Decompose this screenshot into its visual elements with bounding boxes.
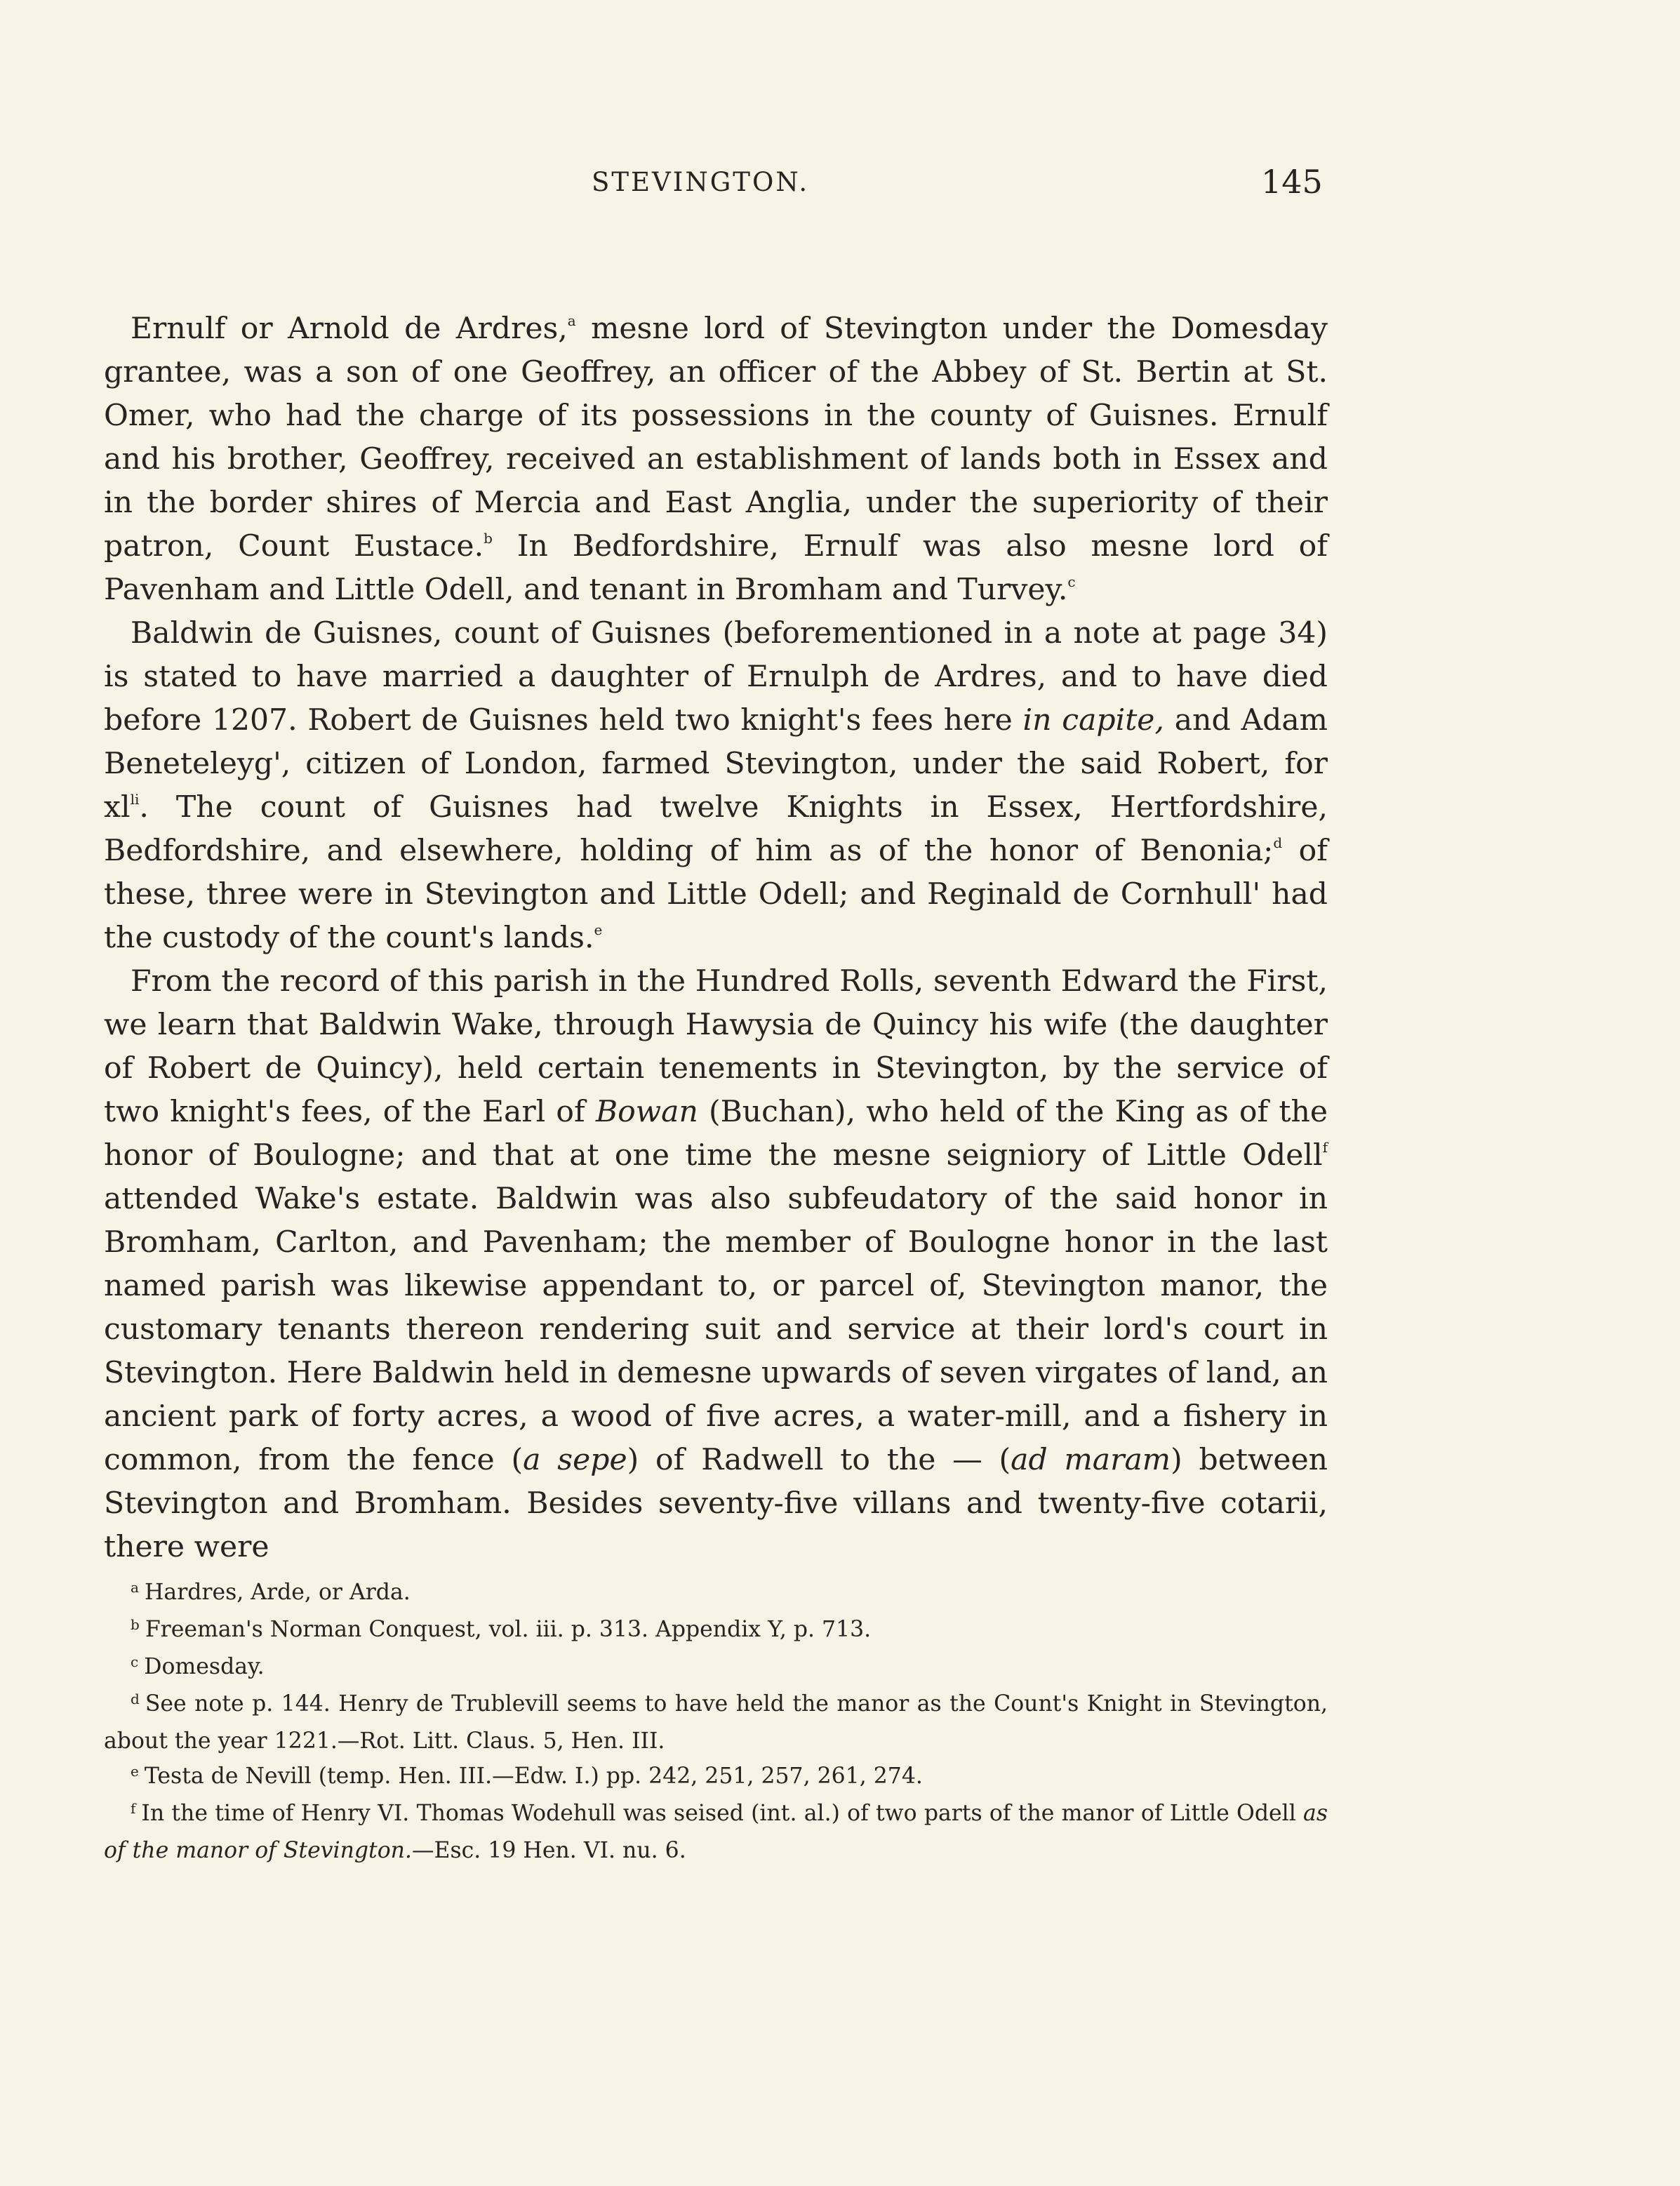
text-run: attended Wake's estate. Baldwin was also subfeudatory of the said honor in Bromham, Carlton, and Pavenham; the member of Boulogne honor in the last named parish was likewise appendant to, or parcel of, Stevington manor, the customary tenants thereon rendering suit and service at their lord's court in Stevington. Here Baldwin held in demesne upwards of seven virgates of land, an ancient park of forty acres, a wood of five acres, a water-mill, and a fishery in common, from the fence (: [104, 1182, 1328, 1477]
footnote-mark: c: [131, 1653, 139, 1670]
italic-phrase: as of the manor of Stevington.: [104, 1801, 1328, 1863]
text-run: ) of Radwell to the — (: [627, 1443, 1011, 1477]
superscript-li: li: [130, 791, 140, 808]
footnote-mark: b: [131, 1616, 140, 1633]
text-run: From the record of this parish in the Hundred Rolls, seventh Edward the First, we learn that Baldwin Wake, through Hawysia de Quincy his wife (the daughter of Robert de Quincy), held certain tenements in Stevington, by the service of two knight's fees, of the Earl of: [104, 964, 1328, 1129]
footnote-ref-a: a: [567, 312, 576, 329]
footnote-f: [104, 1796, 1328, 1868]
text-run: ) between Stevington and Bromham. Besides seventy-five villans and twenty-five cotarii, there were: [104, 1443, 1328, 1564]
text-run: . The count of Guisnes had twelve Knights in Essex, Hertfordshire, Bedfordshire, and elsewhere, holding of him as of the honor of Benonia;: [104, 790, 1328, 868]
footnote-mark: f: [131, 1800, 136, 1817]
italic-phrase: a sepe: [523, 1443, 627, 1477]
footnote-ref-f: f: [1322, 1139, 1328, 1156]
footnote-b: [104, 1612, 1328, 1649]
footnote-text: In the time of Henry VI. Thomas Wodehull was seised (int. al.) of two parts of the manor of Little Odell: [141, 1801, 1304, 1826]
footnote-text: Domesday.: [144, 1654, 265, 1679]
text-run: and Adam Beneteleyg', citizen of London, farmed Stevington, under the said Robert, for xl: [104, 703, 1328, 825]
footnote-d: [104, 1686, 1328, 1759]
footnote-ref-c: c: [1067, 573, 1076, 590]
text-run: Baldwin de Guisnes, count of Guisnes (beforementioned in a note at page 34) is stated to have married a daughter of Ernulph de Ardres, and to have died before 1207. Robert de Guisnes held two knight's fees here: [104, 616, 1328, 738]
footnote-text: Testa de Nevill (temp. Hen. III.—Edw. I.) pp. 242, 251, 257, 261, 274.: [144, 1764, 923, 1789]
text-run: Ernulf or Arnold de Ardres,: [131, 312, 568, 346]
text-run: mesne lord of Stevington under the Domesday grantee, was a son of one Geoffrey, an officer of the Abbey of St. Bertin at St. Omer, who had the charge of its possessions in the county of Guisnes. Ernulf and his brother, Geoffrey, received an establishment of lands both in Essex and in the border shires of Mercia and East Anglia, under the superiority of their patron, Count Eustace.: [104, 312, 1328, 564]
text-run: In Bedfordshire, Ernulf was also mesne lord of Pavenham and Little Odell, and tenant in Bromham and Turvey.: [104, 529, 1328, 607]
italic-phrase: ad maram: [1011, 1443, 1171, 1477]
text-run: (Buchan), who held of the King as of the honor of Boulogne; and that at one time the mesne seigniory of Little Odell: [104, 1095, 1328, 1173]
footnotes: [104, 1575, 1328, 1868]
footnote-c: [104, 1649, 1328, 1686]
italic-phrase: Bowan: [595, 1095, 698, 1129]
footnote-mark: e: [131, 1763, 139, 1780]
footnote-text: See note p. 144. Henry de Trublevill seems to have held the manor as the Count's Knight in Stevington, about the year 1221.—Rot. Litt. Claus. 5, Hen. III.: [104, 1691, 1328, 1754]
footnote-text: Freeman's Norman Conquest, vol. iii. p. 313. Appendix Y, p. 713.: [145, 1617, 872, 1642]
footnote-mark: d: [131, 1691, 140, 1707]
page-header: [0, 163, 1680, 209]
page-number: 145: [1261, 163, 1323, 201]
italic-phrase: in capite,: [1022, 703, 1164, 738]
footnote-ref-e: e: [594, 921, 603, 938]
paragraph-1: [104, 307, 1328, 612]
text-run: of these, three were in Stevington and Little Odell; and Reginald de Cornhull' had the custody of the count's lands.: [104, 834, 1328, 955]
paragraph-3: [104, 960, 1328, 1569]
footnote-text: Hardres, Arde, or Arda.: [144, 1580, 411, 1605]
footnote-mark: a: [131, 1579, 139, 1596]
footnote-ref-b: b: [484, 530, 493, 547]
paragraph-2: [104, 612, 1328, 960]
footnote-a: [104, 1575, 1328, 1612]
footnote-e: [104, 1759, 1328, 1796]
footnote-text: —Esc. 19 Hen. VI. nu. 6.: [411, 1838, 686, 1863]
footnote-ref-d: d: [1273, 834, 1283, 851]
running-head: STEVINGTON.: [592, 167, 810, 197]
body-text: [104, 307, 1328, 1569]
